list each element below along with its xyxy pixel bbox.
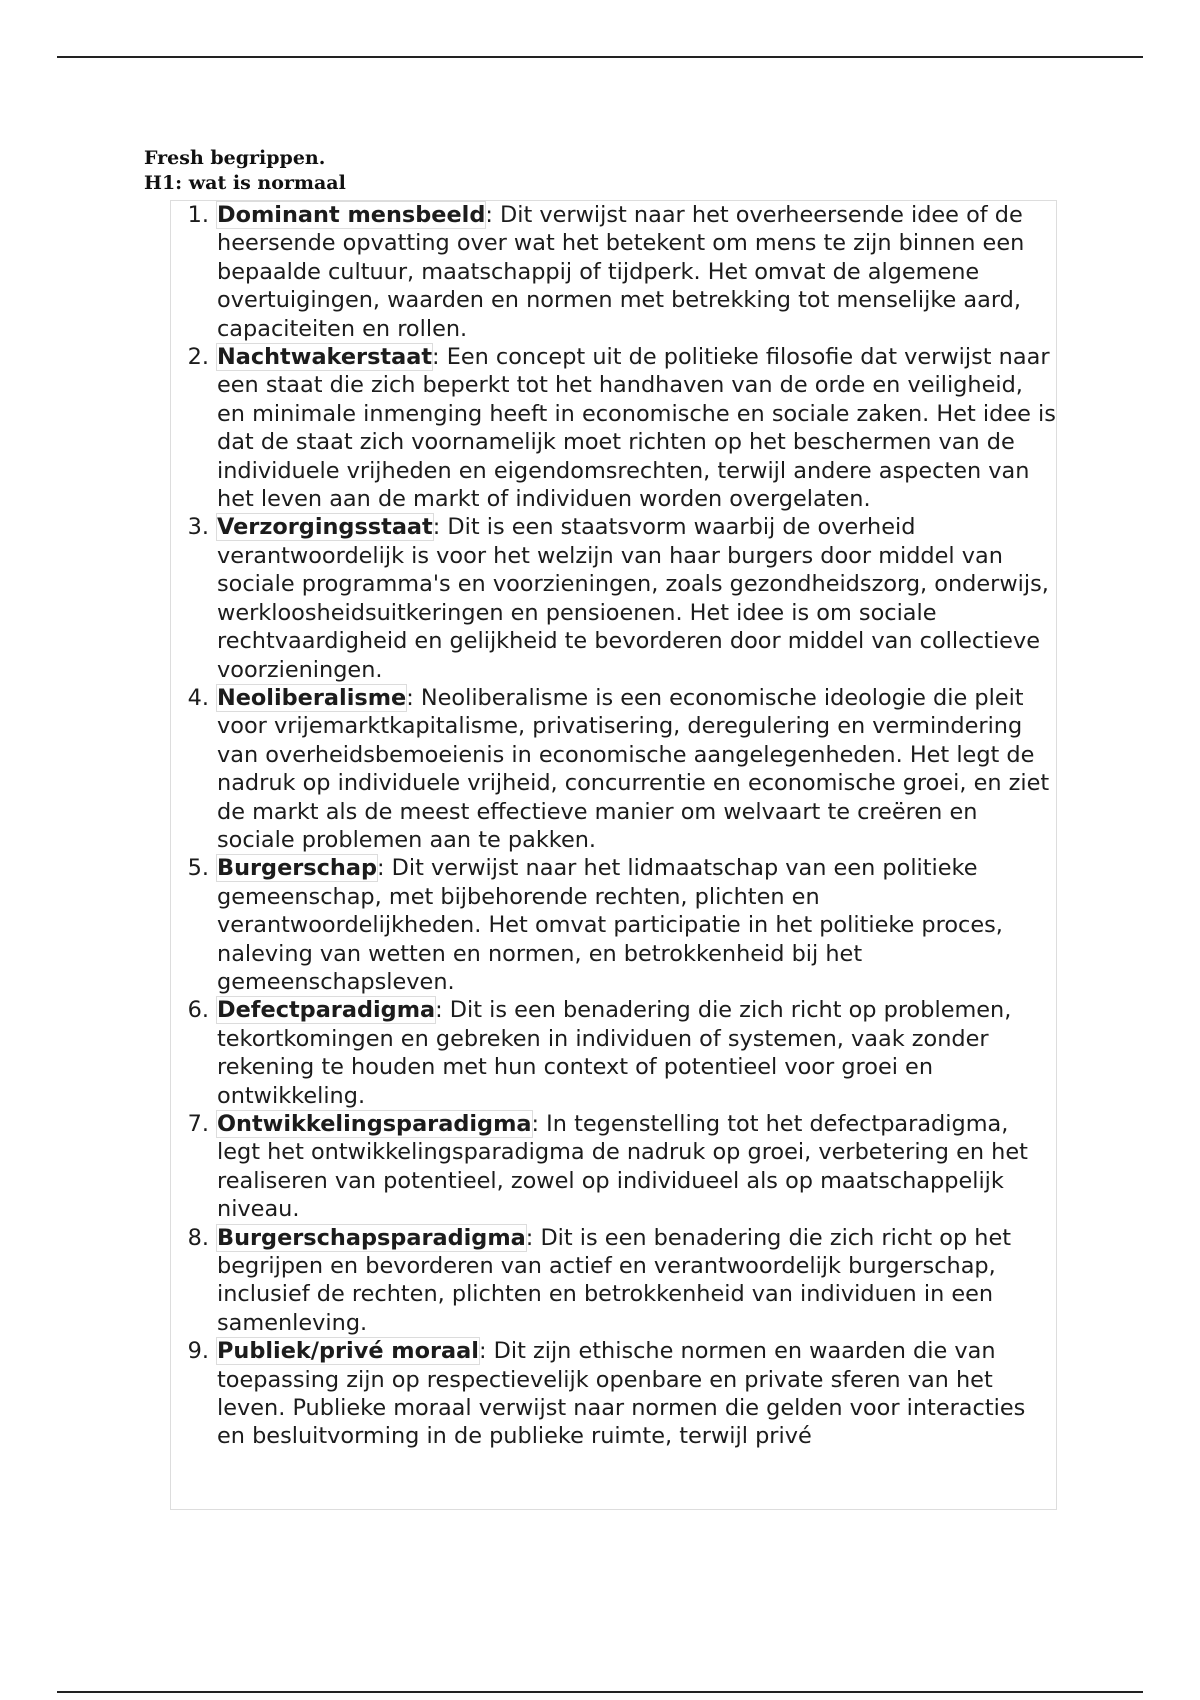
list-item [187, 201, 1056, 343]
item-number: 8. [187, 1224, 209, 1251]
item-number: 6. [187, 997, 209, 1024]
chapter-heading: H1: wat is normaal [144, 172, 346, 194]
top-rule [57, 56, 1143, 58]
list-item [187, 1224, 1056, 1338]
term-definition: : Een concept uit de politieke filosofie dat verwijst naar een staat die zich beperkt tot het handhaven van de orde en veiligheid, en minimale inmenging heeft in economische en sociale zaken. Het idee is dat de staat zich voornamelijk moet richten op het beschermen van de individuele vrijheden en eigendomsrechten, terwijl andere aspecten van het leven aan de markt of individuen worden overgelaten. [217, 344, 1056, 513]
item-number: 9. [187, 1338, 209, 1365]
term-definition: : Dit is een benadering die zich richt op problemen, tekortkomingen en gebreken in individuen of systemen, vaak zonder rekening te houden met hun context of potentieel voor groei en ontwikkeling. [217, 997, 1012, 1109]
definitions-list-box [170, 200, 1057, 1510]
term-definition: : Dit is een staatsvorm waarbij de overheid verantwoordelijk is voor het welzijn van haar burgers door middel van sociale programma's en voorzieningen, zoals gezondheidszorg, onderwijs, werkloosheidsuitkeringen en pensioenen. Het idee is om sociale rechtvaardigheid en gelijkheid te bevorderen door middel van collectieve voorzieningen. [217, 514, 1049, 683]
term-label: Burgerschap [217, 855, 377, 882]
term-label: Dominant mensbeeld [217, 202, 486, 228]
list-item [187, 854, 1056, 996]
item-number: 4. [187, 684, 209, 711]
item-number: 7. [187, 1111, 209, 1137]
bottom-rule [57, 1691, 1143, 1693]
term-label: Ontwikkelingsparadigma [217, 1111, 532, 1137]
list-item [187, 1110, 1056, 1224]
list-item [187, 513, 1056, 683]
term-definition: : Dit verwijst naar het overheersende idee of de heersende opvatting over wat het betekent om mens te zijn binnen een bepaalde cultuur, maatschappij of tijdperk. Het omvat de algemene overtuigingen, waarden en normen met betrekking tot menselijke aard, capaciteiten en rollen. [217, 202, 1025, 342]
item-number: 5. [187, 855, 209, 882]
term-label: Neoliberalisme [217, 684, 407, 711]
document-title: Fresh begrippen. [144, 147, 326, 169]
item-number: 3. [187, 514, 209, 541]
term-label: Burgerschapsparadigma [217, 1224, 526, 1251]
definitions-list [171, 201, 1056, 1451]
term-definition: : In tegenstelling tot het defectparadigma, legt het ontwikkelingsparadigma de nadruk op groei, verbetering en het realiseren van potentieel, zowel op individueel als op maatschappelijk niveau. [217, 1111, 1028, 1223]
term-label: Nachtwakerstaat [217, 344, 433, 371]
term-definition: : Neoliberalisme is een economische ideologie die pleit voor vrijemarktkapitalisme, privatisering, deregulering en vermindering van overheidsbemoeienis in economische aangelegenheden. Het legt de nadruk op individuele vrijheid, concurrentie en economische groei, en ziet de markt als de meest effectieve manier om welvaart te creëren en sociale problemen aan te pakken. [217, 684, 1050, 853]
list-item [187, 343, 1056, 513]
list-item [187, 1337, 1056, 1451]
term-label: Verzorgingsstaat [217, 514, 433, 541]
term-label: Defectparadigma [217, 997, 436, 1024]
term-definition: : Dit is een benadering die zich richt op het begrijpen en bevorderen van actief en verantwoordelijk burgerschap, inclusief de rechten, plichten en betrokkenheid van individuen in een samenleving. [217, 1224, 1012, 1336]
list-item [187, 996, 1056, 1110]
item-number: 1. [187, 202, 209, 228]
term-definition: : Dit zijn ethische normen en waarden die van toepassing zijn op respectievelijk openbare en private sferen van het leven. Publieke moraal verwijst naar normen die gelden voor interacties en besluitvorming in de publieke ruimte, terwijl privé [217, 1338, 1026, 1450]
list-item [187, 684, 1056, 854]
term-label: Publiek/privé moraal [217, 1338, 479, 1365]
item-number: 2. [187, 344, 209, 371]
term-definition: : Dit verwijst naar het lidmaatschap van een politieke gemeenschap, met bijbehorende rechten, plichten en verantwoordelijkheden. Het omvat participatie in het politieke proces, naleving van wetten en normen, en betrokkenheid bij het gemeenschapsleven. [217, 855, 1003, 995]
